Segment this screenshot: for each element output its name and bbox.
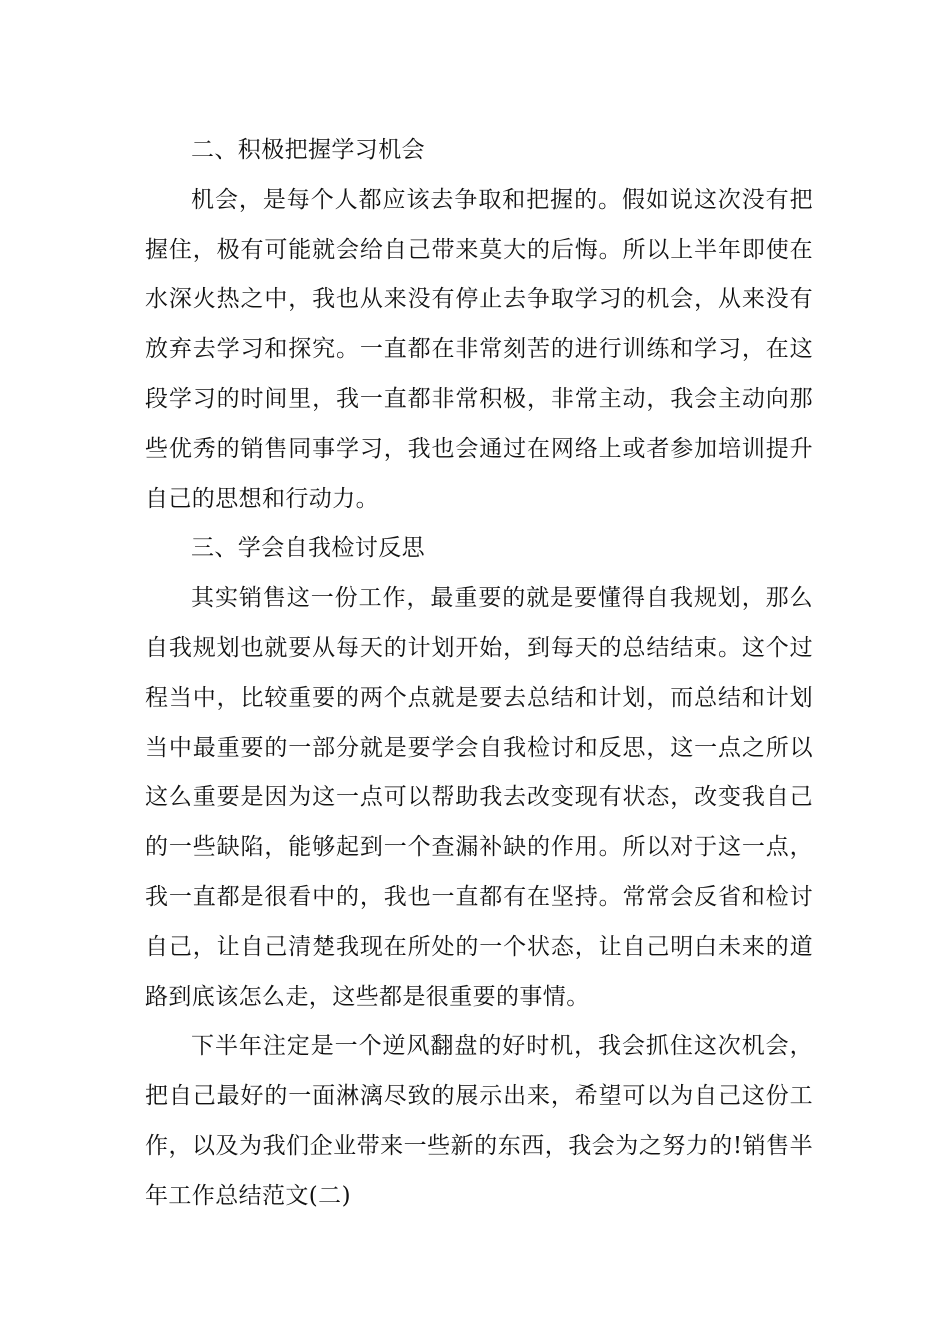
section-paragraph-2: 机会，是每个人都应该去争取和把握的。假如说这次没有把握住，极有可能就会给自己带来莫大的后悔。所以上半年即使在水深火热之中，我也从来没有停止去争取学习的机会，从来没有放弃去学习和探究。一直都在非常刻苦的进行训练和学习，在这段学习的时间里，我一直都非常积极，非常主动，我会主动向那些优秀的销售同事学习，我也会通过在网络上或者参加培训提升自己的思想和行动力。 (145, 186, 813, 512)
section-paragraph-3: 其实销售这一份工作，最重要的就是要懂得自我规划，那么自我规划也就要从每天的计划开始，到每天的总结结束。这个过程当中，比较重要的两个点就是要去总结和计划，而总结和计划当中最重要的一部分就是要学会自我检讨和反思，这一点之所以这么重要是因为这一点可以帮助我去改变现有状态，改变我自己的一些缺陷，能够起到一个查漏补缺的作用。所以对于这一点，我一直都是很看中的，我也一直都有在坚持。常常会反省和检讨自己，让自己清楚我现在所处的一个状态，让自己明白未来的道路到底该怎么走，这些都是很重要的事情。 (145, 585, 813, 1010)
section-heading-2: 二、积极把握学习机会 (191, 137, 425, 163)
section-heading-3: 三、学会自我检讨反思 (191, 535, 425, 562)
closing-paragraph: 下半年注定是一个逆风翻盘的好时机，我会抓住这次机会，把自己最好的一面淋漓尽致的展示出来，希望可以为自己这份工作，以及为我们企业带来一些新的东西，我会为之努力的!销售半年工作总结范文(二) (145, 1033, 813, 1209)
document-body (145, 126, 813, 1222)
